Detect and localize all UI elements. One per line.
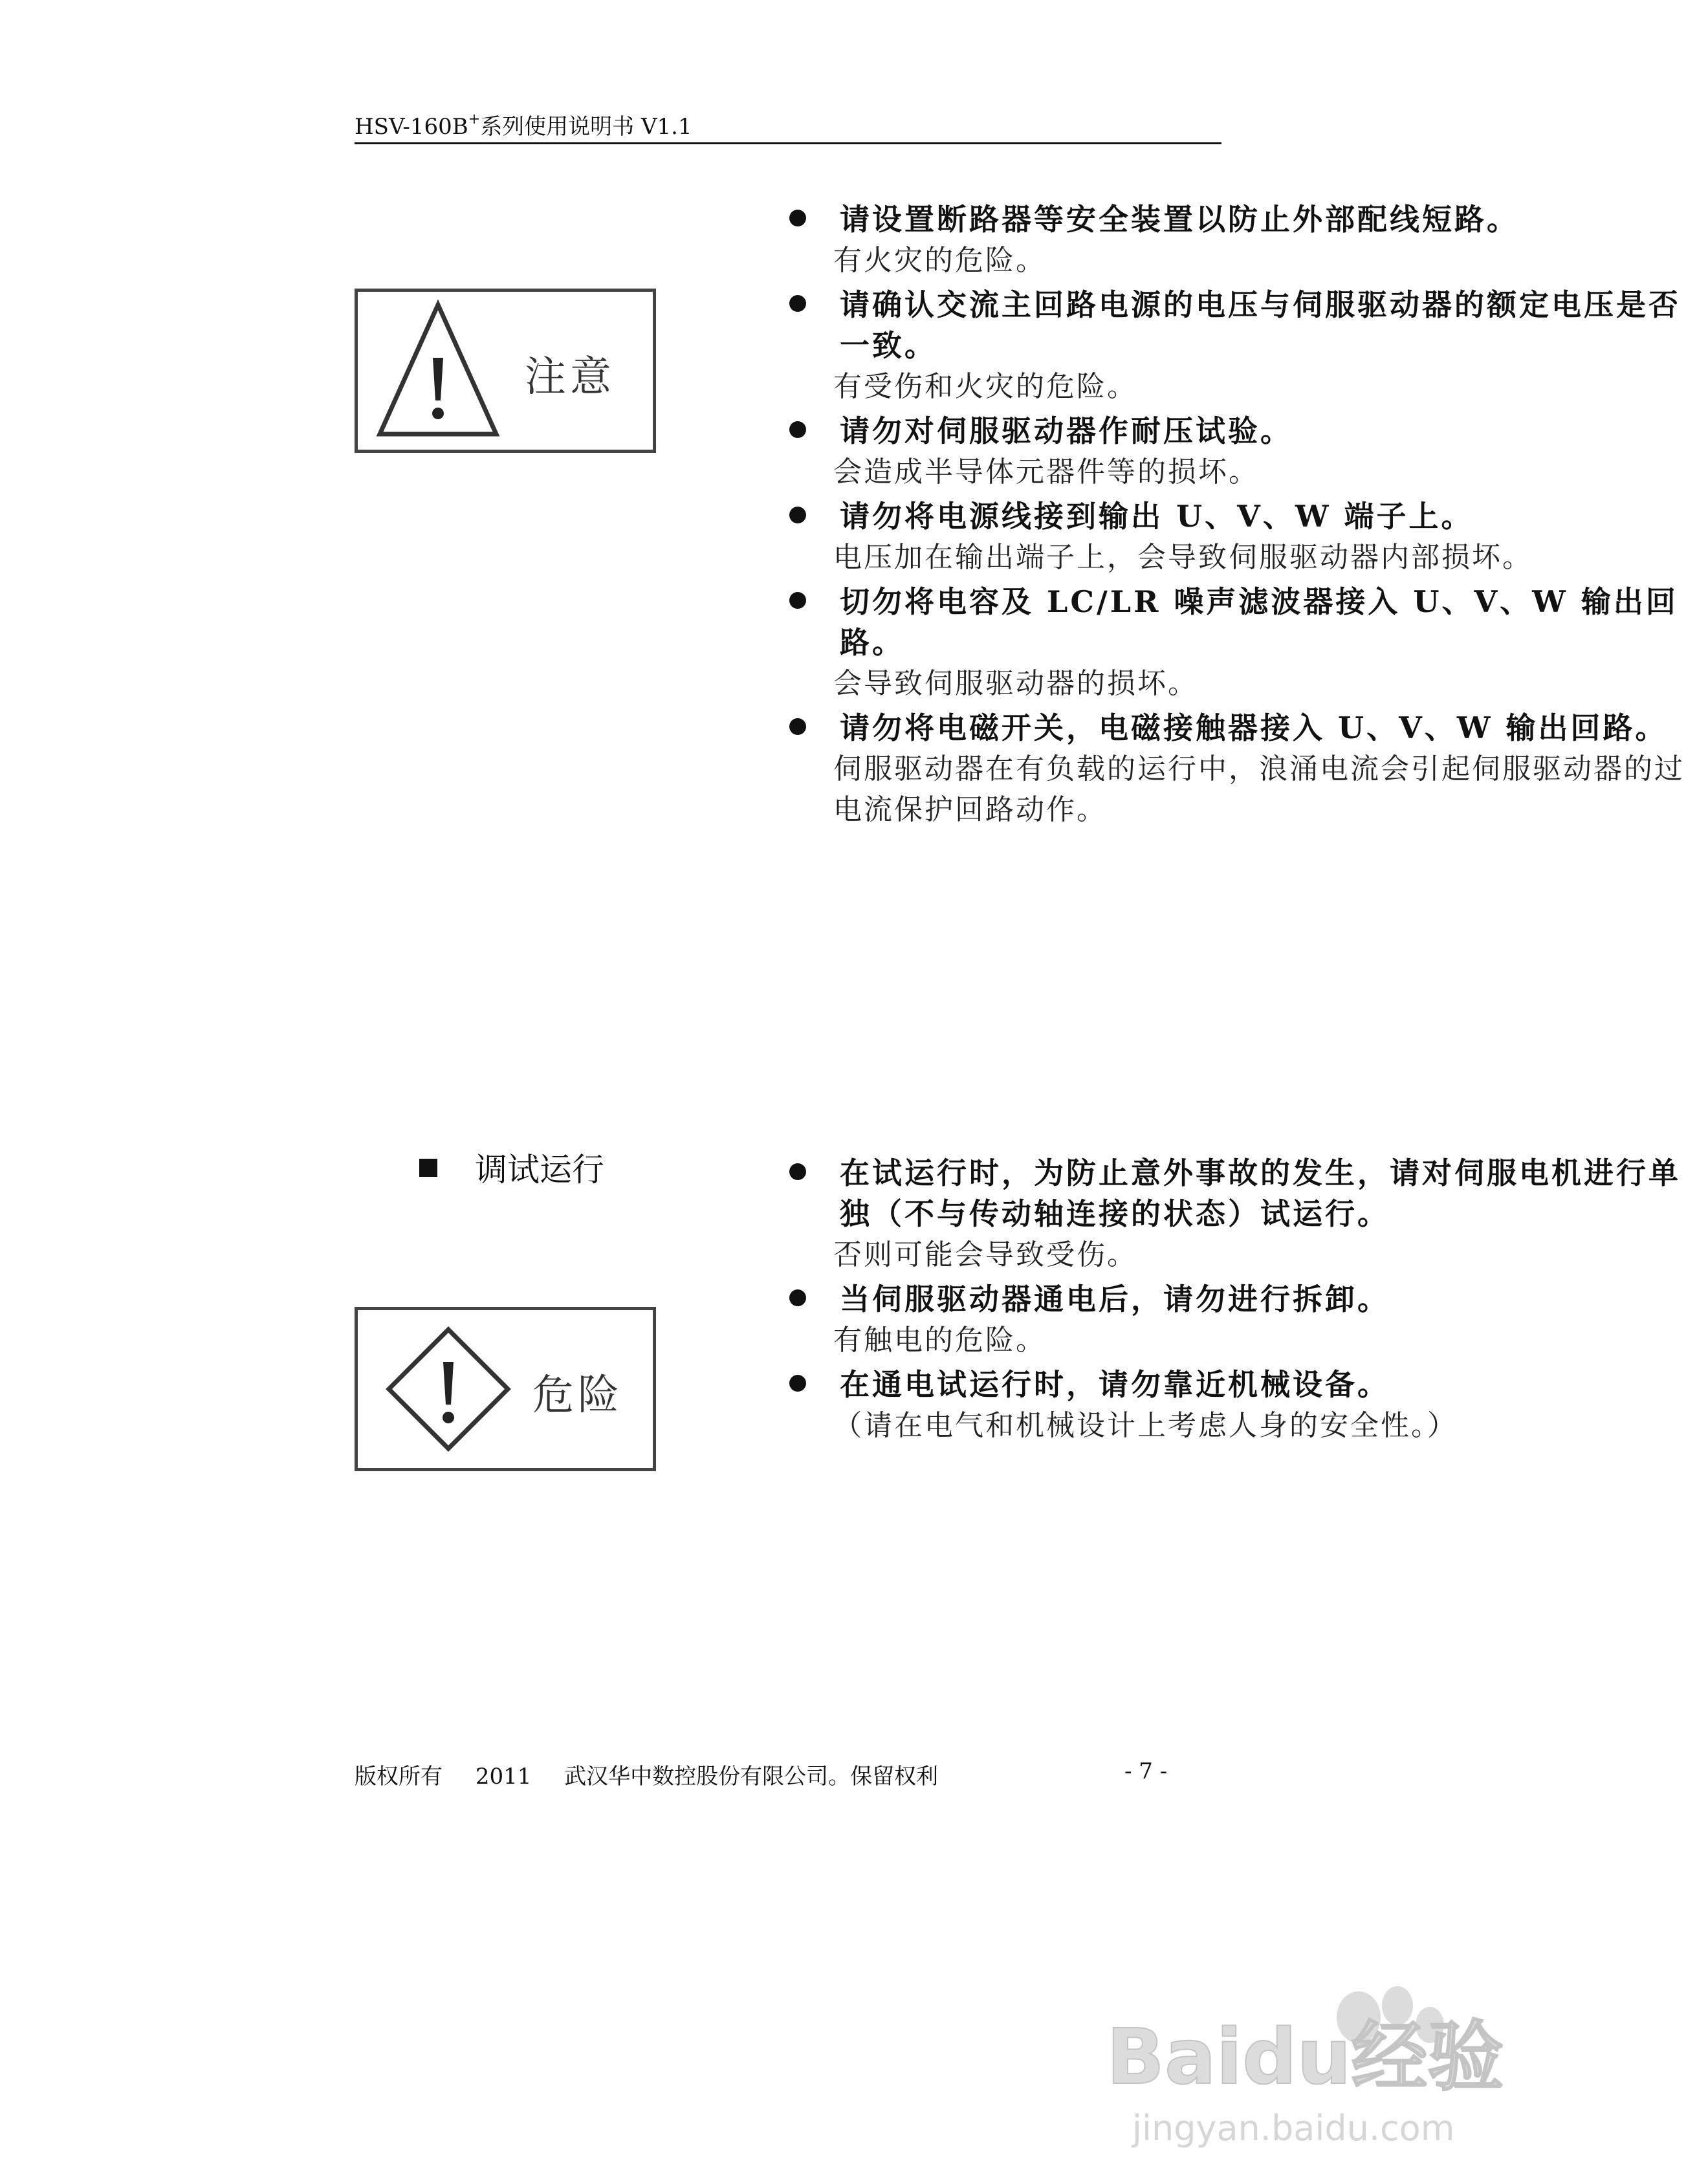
bullet-dot-icon [789, 421, 806, 438]
item-note: 伺服驱动器在有负载的运行中，浪涌电流会引起伺服驱动器的过电流保护回路动作。 [833, 752, 1685, 826]
header-title-pre: HSV-160B [355, 114, 468, 140]
item-text: 切勿将电容及 LC/LR 噪声滤波器接入 U、V、W 输出回路。 [840, 584, 1678, 660]
item-text: 请勿将电源线接到输出 U、V、W 端子上。 [840, 499, 1474, 534]
document-header [355, 109, 692, 140]
bullet-dot-icon [789, 1163, 806, 1180]
item-note: 会导致伺服驱动器的损坏。 [833, 667, 1198, 700]
list-item [789, 1153, 1708, 1275]
danger-label: 危险 [532, 1372, 623, 1419]
list-item [789, 708, 1708, 830]
footer-rights: 版权所有 [355, 1764, 443, 1790]
footer-company: 武汉华中数控股份有限公司。保留权利 [564, 1764, 939, 1790]
list-item [789, 199, 1708, 281]
item-text: 在试运行时，为防止意外事故的发生，请对伺服电机进行单独（不与传动轴连接的状态）试运行。 [840, 1155, 1681, 1231]
item-text: 请设置断路器等安全装置以防止外部配线短路。 [840, 202, 1519, 237]
item-text: 当伺服驱动器通电后，请勿进行拆卸。 [840, 1282, 1390, 1317]
bullet-dot-icon [789, 592, 806, 609]
item-note: 电压加在输出端子上，会导致伺服驱动器内部损坏。 [833, 541, 1533, 574]
list-item [789, 496, 1708, 578]
header-title-sup: + [468, 111, 481, 127]
document-footer [355, 1758, 1209, 1790]
bullet-dot-icon [789, 295, 806, 312]
item-text: 在通电试运行时，请勿靠近机械设备。 [840, 1367, 1390, 1402]
caution-label: 注意 [525, 353, 615, 401]
item-text: 请勿将电磁开关，电磁接触器接入 U、V、W 输出回路。 [840, 710, 1668, 745]
list-item [789, 582, 1708, 704]
bullet-dot-icon [789, 1289, 806, 1306]
bullet-dot-icon [789, 1375, 806, 1392]
item-text: 请确认交流主回路电源的电压与伺服驱动器的额定电压是否一致。 [840, 287, 1681, 363]
item-note: 有火灾的危险。 [833, 244, 1046, 277]
baidu-jingyan-watermark [1093, 1980, 1504, 2161]
square-bullet-icon [419, 1159, 437, 1177]
item-note: 有触电的危险。 [833, 1324, 1046, 1357]
list-item [789, 1364, 1708, 1446]
item-note: （请在电气和机械设计上考虑人身的安全性。） [833, 1409, 1458, 1442]
caution-list [789, 199, 1708, 834]
item-text: 请勿对伺服驱动器作耐压试验。 [840, 413, 1293, 448]
item-note: 有受伤和火灾的危险。 [833, 370, 1137, 403]
bullet-dot-icon [789, 507, 806, 523]
bullet-dot-icon [789, 210, 806, 226]
warning-triangle-icon [373, 298, 503, 442]
section-heading [419, 1144, 604, 1190]
list-item [789, 1279, 1708, 1361]
danger-sign [355, 1307, 656, 1471]
bullet-dot-icon [789, 718, 806, 735]
caution-sign [355, 289, 656, 453]
danger-list [789, 1153, 1708, 1450]
watermark-brand: Baidu经验 [1106, 2012, 1504, 2101]
list-item [789, 411, 1708, 492]
warning-diamond-icon [384, 1324, 513, 1454]
page-number: - 7 - [1124, 1758, 1168, 1784]
item-note: 会造成半导体元器件等的损坏。 [833, 455, 1259, 488]
header-title-post: 系列使用说明书 V1.1 [480, 114, 692, 140]
watermark-url: jingyan.baidu.com [1132, 2108, 1455, 2149]
section-title: 调试运行 [475, 1151, 604, 1188]
header-divider [355, 142, 1221, 144]
item-note: 否则可能会导致受伤。 [833, 1238, 1137, 1271]
footer-year: 2011 [475, 1764, 532, 1790]
list-item [789, 285, 1708, 407]
